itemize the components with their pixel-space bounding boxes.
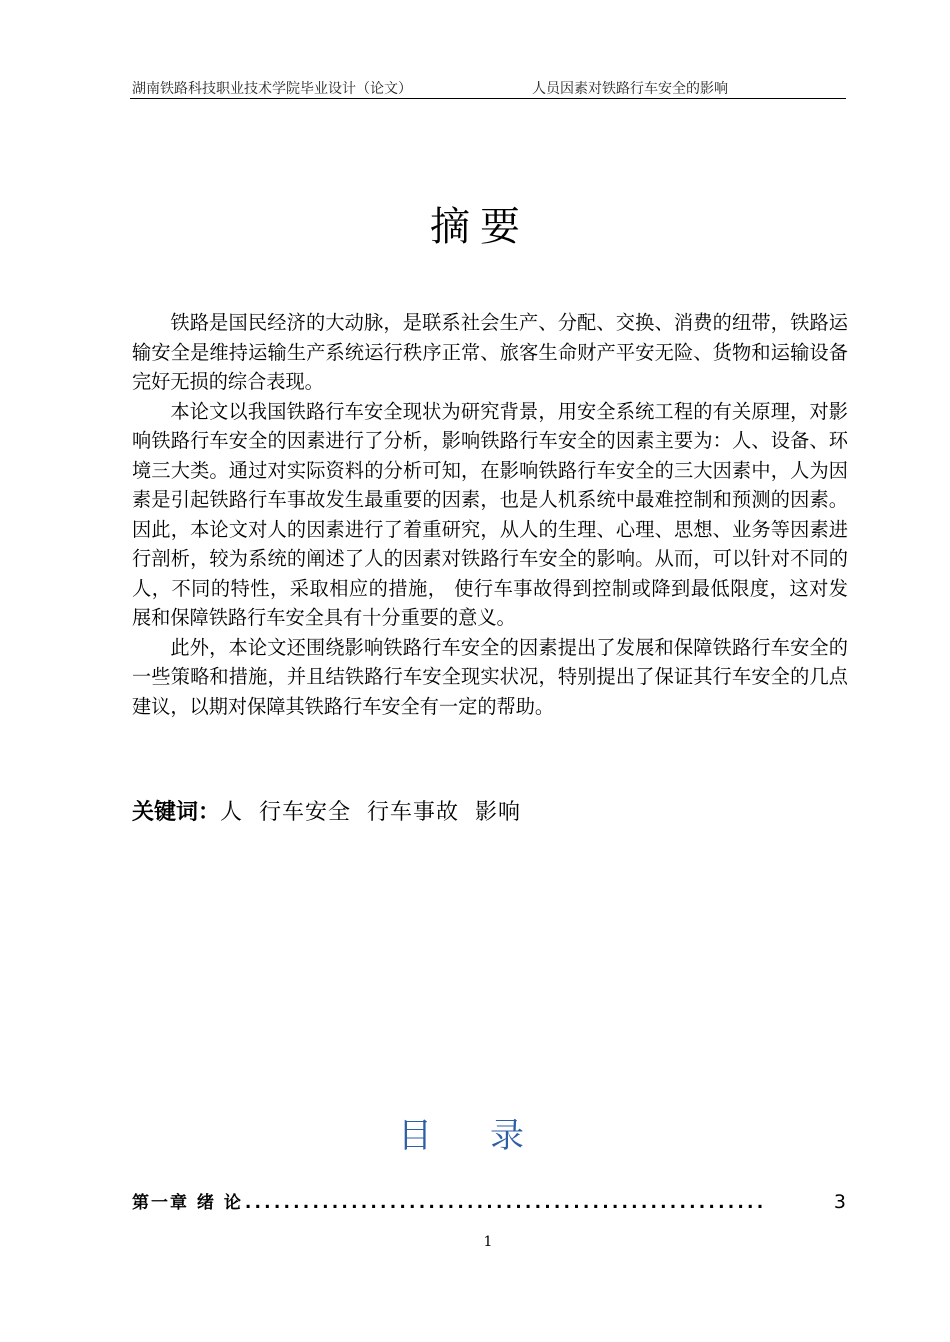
header-thesis-title: 人员因素对铁路行车安全的影响 — [532, 81, 728, 97]
abstract-body — [132, 308, 848, 721]
toc-entry-label: 第一章 绪 论 — [132, 1193, 243, 1213]
abstract-paragraph: 铁路是国民经济的大动脉，是联系社会生产、分配、交换、消费的纽带，铁路运输安全是维持运输生产系统运行秩序正常、旅客生命财产平安无险、货物和运输设备完好无损的综合表现。 — [132, 311, 848, 393]
toc-entry-page: 3 — [833, 1191, 846, 1213]
toc-heading: 目录 — [398, 1116, 582, 1156]
running-header — [130, 76, 846, 99]
header-school-title: 湖南铁路科技职业技术学院毕业设计（论文） — [132, 81, 412, 97]
keywords-list: 人 行车安全 行车事故 影响 — [220, 800, 521, 825]
keywords-label: 关键词： — [132, 800, 221, 825]
toc-entry[interactable] — [132, 1188, 846, 1216]
abstract-heading: 摘要 — [430, 204, 530, 250]
abstract-paragraph: 本论文以我国铁路行车安全现状为研究背景，用安全系统工程的有关原理，对影响铁路行车安全的因素进行了分析，影响铁路行车安全的因素主要为：人、设备、环境三大类。通过对实际资料的分析可知，在影响铁路行车安全的三大因素中，人为因素是引起铁路行车事故发生最重要的因素，也是人机系统中最难控制和预测的因素。因此，本论文对人的因素进行了着重研究，从人的生理、心理、思想、业务等因素进行剖析，较为系统的阐述了人的因素对铁路行车安全的影响。从而，可以针对不同的人，不同的特性，采取相应的措施， 使行车事故得到控制或降到最低限度，这对发展和保障铁路行车安全具有十分重要的意义。 — [132, 399, 848, 629]
keywords-line — [132, 795, 848, 826]
toc-leader-dots: ...................................................... — [244, 1193, 767, 1213]
abstract-paragraph: 此外，本论文还围绕影响铁路行车安全的因素提出了发展和保障铁路行车安全的一些策略和措施，并且结铁路行车安全现实状况，特别提出了保证其行车安全的几点建议，以期对保障其铁路行车安全有一定的帮助。 — [132, 635, 848, 718]
page-number: 1 — [483, 1234, 493, 1250]
